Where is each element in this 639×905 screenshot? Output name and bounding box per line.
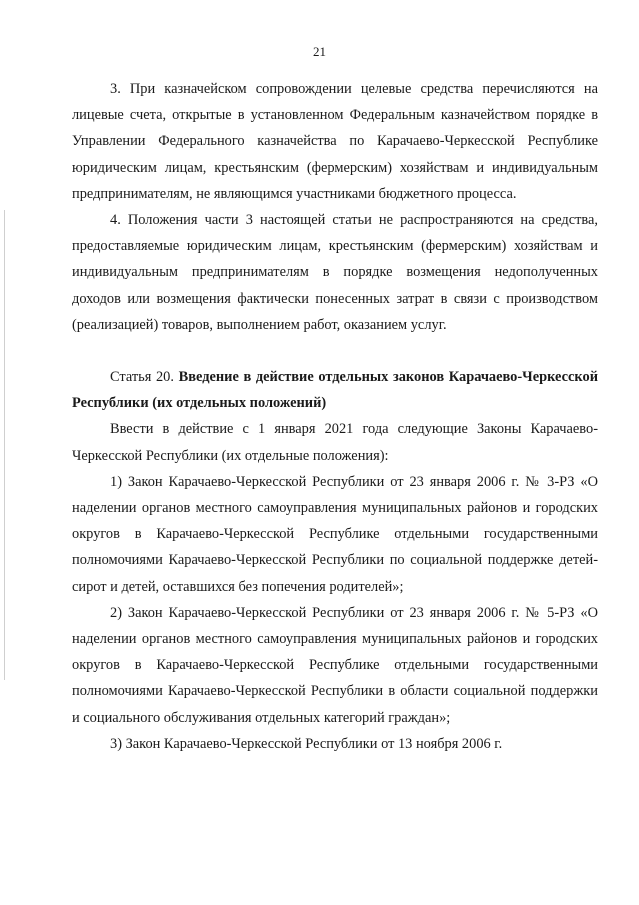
page-number: 21: [313, 44, 326, 59]
law-item-1: 1) Закон Карачаево-Черкесской Республики от 23 января 2006 г. № 3-РЗ «О наделении органов местного самоуправления муниципальных районов и городских округов в Карачаево-Черкесской Республике отдельными государственными полномочиями Карачаево-Черкесской Республики по социальной поддержке детей-сирот и детей, оставшихся без попечения родителей»;: [72, 473, 598, 595]
article-label: Статья 20.: [110, 369, 174, 386]
paragraph-part-3: 3. При казначейском сопровождении целевые средства перечисляются на лицевые счета, открытые в установленном Федеральным казначейством порядке в Управлении Федерального казначейства по Карачаево-Черкесской Республике юридическим лицам, крестьянским (фермерским) хозяйствам и индивидуальным предпринимателям, не являющимся участниками бюджетного процесса.: [72, 81, 598, 202]
article-intro-paragraph: Ввести в действие с 1 января 2021 года следующие Законы Карачаево-Черкесской Республики (их отдельные положения):: [72, 421, 598, 464]
article-heading: [72, 364, 598, 416]
law-item-2: 2) Закон Карачаево-Черкесской Республики от 23 января 2006 г. № 5-РЗ «О наделении органов местного самоуправления муниципальных районов и городских округов в Карачаево-Черкесской Республике отдельными государственными полномочиями Карачаево-Черкесской Республики в области социальной поддержки и социального обслуживания отдельных категорий граждан»;: [72, 604, 598, 726]
paragraph-part-4: 4. Положения части 3 настоящей статьи не распространяются на средства, предоставляемые юридическим лицам, крестьянским (фермерским) хозяйствам и индивидуальным предпринимателям в порядке возмещения недополученных доходов или возмещения фактически понесенных затрат в связи с производством (реализацией) товаров, выполнением работ, оказанием услуг.: [72, 212, 598, 333]
law-item-3: 3) Закон Карачаево-Черкесской Республики от 13 ноября 2006 г.: [110, 735, 503, 752]
article-title: Введение в действие отдельных законов Карачаево-Черкесской Республики (их отдельных положений): [72, 369, 598, 412]
scan-edge-line: [4, 210, 5, 680]
document-body: [72, 76, 598, 757]
